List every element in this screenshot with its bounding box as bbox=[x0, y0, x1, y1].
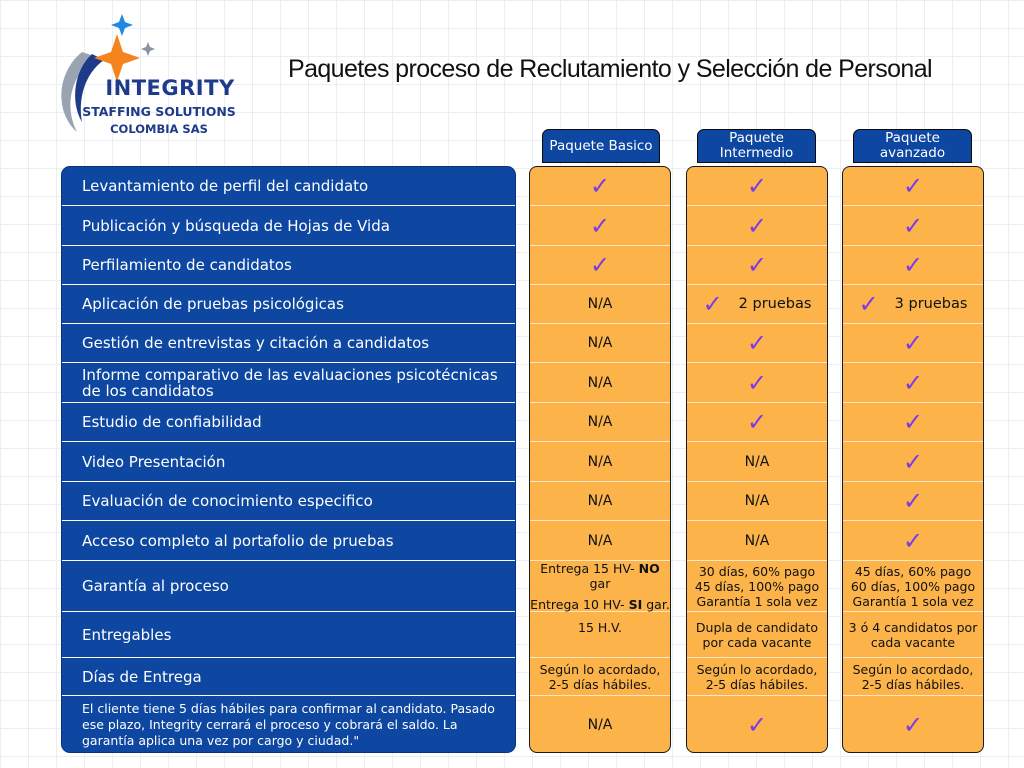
cell-avanzado-dias bbox=[843, 658, 983, 696]
cell-avanzado-informe bbox=[843, 363, 983, 403]
cell-intermedio-perfil bbox=[687, 167, 827, 206]
dias-line: Según lo acordado, bbox=[539, 661, 661, 677]
cell-intermedio-dias bbox=[687, 658, 827, 696]
cell-intermedio-conocimiento: N/A bbox=[687, 482, 827, 521]
cell-avanzado-conocimiento bbox=[843, 482, 983, 521]
feature-row: Levantamiento de perfil del candidato bbox=[62, 167, 515, 206]
entregables-line: por cada vacante bbox=[702, 634, 812, 650]
garantia-no: NO bbox=[638, 560, 660, 576]
cell-basico-conocimiento: N/A bbox=[530, 482, 670, 521]
garantia-text: gar bbox=[589, 575, 611, 591]
garantia-line: 60 días, 100% pago bbox=[850, 578, 976, 594]
check-with-text bbox=[859, 292, 968, 316]
garantia-line: Garantía 1 sola vez bbox=[696, 593, 818, 609]
check-icon: ✓ bbox=[902, 526, 924, 555]
check-icon: ✓ bbox=[902, 329, 924, 357]
cell-basico-garantia bbox=[530, 561, 670, 612]
package-header-intermedio-label: Paquete Intermedio bbox=[719, 130, 794, 161]
check-icon: ✓ bbox=[858, 290, 879, 318]
check-icon: ✓ bbox=[589, 172, 611, 200]
cell-basico-dias bbox=[530, 658, 670, 696]
garantia-text: gar. bbox=[642, 596, 670, 612]
cell-intermedio-publicacion bbox=[687, 206, 827, 246]
garantia-si: SI bbox=[628, 596, 643, 612]
check-icon: ✓ bbox=[702, 290, 723, 318]
company-logo bbox=[52, 12, 242, 152]
check-icon: ✓ bbox=[589, 211, 611, 240]
cell-avanzado-perfilamiento bbox=[843, 246, 983, 285]
cell-avanzado-perfil bbox=[843, 167, 983, 206]
cell-basico-perfilamiento bbox=[530, 246, 670, 285]
logo-subtitle: STAFFING SOLUTIONS bbox=[82, 104, 236, 119]
cell-basico-confiabilidad: N/A bbox=[530, 403, 670, 442]
cell-basico-nota: N/A bbox=[587, 717, 613, 733]
client-note: El cliente tiene 5 días hábiles para confirmar al candidato. Pasado ese plazo, Integrity cerrará el proceso y cobrará el saldo. La garantía aplica una vez por cargo y ciudad." bbox=[82, 701, 495, 748]
check-icon: ✓ bbox=[746, 251, 768, 279]
check-icon: ✓ bbox=[746, 368, 768, 397]
check-icon: ✓ bbox=[902, 711, 924, 739]
logo-name: INTEGRITY bbox=[105, 76, 235, 100]
cell-avanzado-garantia bbox=[843, 561, 983, 612]
feature-row: Estudio de confiabilidad bbox=[62, 403, 515, 442]
cell-basico-informe: N/A bbox=[530, 363, 670, 403]
cell-intermedio-nota bbox=[687, 696, 827, 753]
pruebas-count: 3 pruebas bbox=[894, 296, 968, 312]
logo-country: COLOMBIA SAS bbox=[110, 122, 208, 136]
cell-intermedio-portafolio: N/A bbox=[687, 521, 827, 561]
page-title: Paquetes proceso de Reclutamiento y Selección de Personal bbox=[288, 55, 932, 83]
dias-line: 2-5 días hábiles. bbox=[548, 676, 652, 692]
column-intermedio bbox=[686, 166, 828, 753]
feature-row: Video Presentación bbox=[62, 442, 515, 482]
check-icon: ✓ bbox=[746, 711, 768, 739]
check-icon: ✓ bbox=[746, 329, 768, 357]
cell-intermedio-entrevistas bbox=[687, 324, 827, 363]
column-avanzado bbox=[842, 166, 984, 753]
cell-basico-entrevistas: N/A bbox=[530, 324, 670, 363]
garantia-text: Entrega 10 HV- bbox=[530, 596, 629, 612]
cell-basico-perfil bbox=[530, 167, 670, 206]
cell-intermedio-confiabilidad bbox=[687, 403, 827, 442]
cell-intermedio-garantia bbox=[687, 561, 827, 612]
column-basico bbox=[529, 166, 671, 753]
check-with-text bbox=[703, 292, 812, 316]
cell-basico-pruebas: N/A bbox=[530, 285, 670, 324]
feature-row: Informe comparativo de las evaluaciones psicotécnicas de los candidatos bbox=[62, 363, 515, 403]
entregables-line: Dupla de candidato bbox=[695, 619, 819, 635]
check-icon: ✓ bbox=[902, 487, 924, 515]
check-icon: ✓ bbox=[746, 211, 768, 240]
feature-row: Días de Entrega bbox=[62, 658, 515, 696]
garantia-line bbox=[530, 597, 670, 612]
cell-intermedio-informe bbox=[687, 363, 827, 403]
cell-avanzado-nota bbox=[843, 696, 983, 753]
cell-avanzado-entrevistas bbox=[843, 324, 983, 363]
cell-avanzado-portafolio bbox=[843, 521, 983, 561]
cell-avanzado-video bbox=[843, 442, 983, 482]
check-icon: ✓ bbox=[746, 172, 768, 200]
package-header-intermedio bbox=[697, 129, 816, 163]
cell-intermedio-perfilamiento bbox=[687, 246, 827, 285]
dias-line: 2-5 días hábiles. bbox=[705, 676, 809, 692]
package-header-basico: Paquete Basico bbox=[542, 129, 660, 163]
cell-basico-publicacion bbox=[530, 206, 670, 246]
package-header-avanzado bbox=[853, 129, 972, 163]
check-icon: ✓ bbox=[902, 211, 924, 240]
check-icon: ✓ bbox=[746, 408, 768, 436]
dias-line: Según lo acordado, bbox=[852, 661, 974, 677]
garantia-text: Entrega 15 HV- bbox=[540, 560, 639, 576]
garantia-line: Garantía 1 sola vez bbox=[852, 593, 974, 609]
check-icon: ✓ bbox=[902, 408, 924, 436]
check-icon: ✓ bbox=[902, 447, 924, 476]
cell-avanzado-entregables bbox=[843, 612, 983, 658]
cell-intermedio-entregables bbox=[687, 612, 827, 658]
garantia-line: 45 días, 100% pago bbox=[694, 578, 820, 594]
cell-avanzado-publicacion bbox=[843, 206, 983, 246]
pruebas-count: 2 pruebas bbox=[738, 296, 812, 312]
garantia-line bbox=[530, 561, 670, 591]
entregables-line: cada vacante bbox=[870, 634, 956, 650]
cell-basico-entregables: 15 H.V. bbox=[530, 612, 670, 658]
cell-intermedio-pruebas bbox=[687, 285, 827, 324]
entregables-line: 3 ó 4 candidatos por bbox=[848, 619, 978, 635]
feature-row: Publicación y búsqueda de Hojas de Vida bbox=[62, 206, 515, 246]
cell-basico-video: N/A bbox=[530, 442, 670, 482]
dias-line: 2-5 días hábiles. bbox=[861, 676, 965, 692]
feature-row: Entregables bbox=[62, 612, 515, 658]
feature-row: Evaluación de conocimiento especifico bbox=[62, 482, 515, 521]
garantia-line: 45 días, 60% pago bbox=[854, 563, 972, 579]
garantia-line: 30 días, 60% pago bbox=[698, 563, 816, 579]
feature-row: Aplicación de pruebas psicológicas bbox=[62, 285, 515, 324]
feature-row: Garantía al proceso bbox=[62, 561, 515, 612]
feature-row: Acceso completo al portafolio de pruebas bbox=[62, 521, 515, 561]
check-icon: ✓ bbox=[589, 251, 611, 279]
package-header-avanzado-label: Paquete avanzado bbox=[879, 130, 946, 161]
cell-avanzado-confiabilidad bbox=[843, 403, 983, 442]
feature-row: Gestión de entrevistas y citación a candidatos bbox=[62, 324, 515, 363]
features-panel bbox=[61, 166, 516, 753]
check-icon: ✓ bbox=[902, 172, 924, 200]
cell-avanzado-pruebas bbox=[843, 285, 983, 324]
cell-basico-portafolio: N/A bbox=[530, 521, 670, 561]
cell-intermedio-video: N/A bbox=[687, 442, 827, 482]
check-icon: ✓ bbox=[902, 251, 924, 279]
dias-line: Según lo acordado, bbox=[696, 661, 818, 677]
feature-row: Perfilamiento de candidatos bbox=[62, 246, 515, 285]
check-icon: ✓ bbox=[902, 368, 924, 397]
